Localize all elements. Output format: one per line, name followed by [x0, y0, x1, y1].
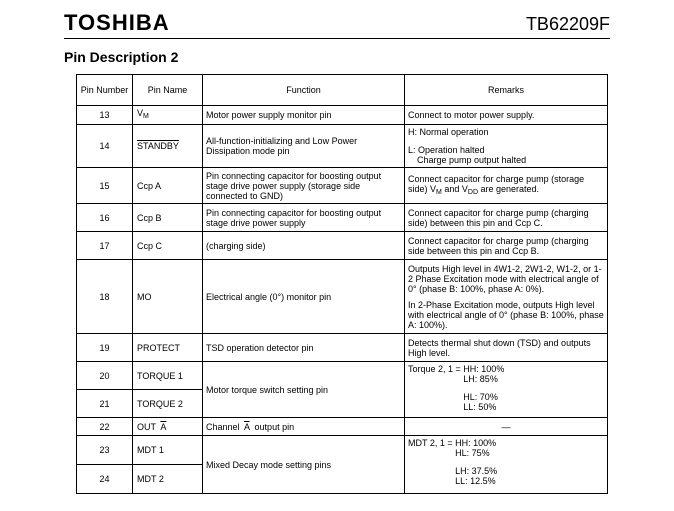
pin-number: 20: [77, 362, 133, 390]
pin-remarks: [405, 125, 608, 168]
remarks-value: LH: 37.5%: [455, 466, 498, 476]
pin-name-bar: $\overline{A}$: [160, 421, 167, 432]
table-row: [77, 106, 608, 125]
remarks-line: Charge pump output halted: [417, 155, 527, 165]
table-row: [77, 334, 608, 362]
header-remarks: Remarks: [405, 75, 608, 106]
pin-number: 21: [77, 390, 133, 418]
pin-name: TORQUE 1: [133, 362, 203, 390]
remarks-values: [455, 438, 497, 486]
pin-number: 13: [77, 106, 133, 125]
remarks-values: [463, 364, 504, 412]
pin-number: 19: [77, 334, 133, 362]
pin-function: Motor power supply monitor pin: [203, 106, 405, 125]
pin-function: TSD operation detector pin: [203, 334, 405, 362]
remarks-value: HL: 75%: [455, 448, 490, 458]
pin-number: 18: [77, 260, 133, 334]
pin-remarks: [405, 362, 608, 418]
remarks-text: and V: [441, 183, 468, 194]
pin-name: MDT 2: [133, 465, 203, 494]
pin-name: MO: [133, 260, 203, 334]
pin-number: 14: [77, 125, 133, 168]
remarks-text: Connect capacitor for charge pump (storage side) V: [408, 173, 585, 194]
pin-name: [133, 125, 203, 168]
pin-name: Ccp B: [133, 204, 203, 232]
remarks-line: H: Normal operation: [408, 127, 489, 137]
pin-function: All-function-initializing and Low Power Dissipation mode pin: [203, 125, 405, 168]
remarks-label: MDT 2, 1 =: [408, 438, 456, 448]
section-title: Pin Description 2: [64, 49, 179, 65]
function-text: output pin: [249, 421, 295, 432]
table-row: [77, 260, 608, 334]
remarks-line: In 2-Phase Excitation mode, outputs High level with electrical angle of 0° (phase B: 100%, phase A: 100%).: [408, 299, 604, 330]
pin-remarks: Connect capacitor for charge pump (charging side) between this pin and Ccp C.: [405, 204, 608, 232]
table-row: [77, 436, 608, 465]
pin-name: [133, 418, 203, 436]
pin-function: (charging side): [203, 232, 405, 260]
pin-remarks: [405, 168, 608, 204]
pin-number: 22: [77, 418, 133, 436]
pin-remarks: Connect capacitor for charge pump (charging side between this pin and Ccp B.: [405, 232, 608, 260]
pin-number: 16: [77, 204, 133, 232]
remarks-subscript: M: [436, 188, 442, 196]
pin-name-subscript: M: [143, 113, 149, 120]
pin-name-prefix: OUT: [137, 421, 161, 432]
remarks-value: HL: 70%: [463, 392, 498, 402]
pin-remarks: [405, 436, 608, 494]
header-divider: [64, 38, 610, 39]
pin-name: PROTECT: [133, 334, 203, 362]
pin-number: 15: [77, 168, 133, 204]
function-text: Channel: [206, 421, 245, 432]
pin-number: 24: [77, 465, 133, 494]
pin-remarks: Detects thermal shut down (TSD) and outputs High level.: [405, 334, 608, 362]
header-function: Function: [203, 75, 405, 106]
function-bar: $\overline{A}$: [244, 421, 250, 432]
part-number: TB62209F: [525, 14, 610, 34]
pin-number: 17: [77, 232, 133, 260]
pin-number: 23: [77, 436, 133, 465]
table-row: [77, 204, 608, 232]
pin-function: [203, 418, 405, 436]
table-header-row: [77, 75, 608, 106]
pin-name: Ccp A: [133, 168, 203, 204]
pin-name-main: V: [137, 108, 144, 118]
pin-name: MDT 1: [133, 436, 203, 465]
remarks-line: L: Operation halted: [408, 145, 485, 155]
pin-name-standby: STANDBY: [137, 141, 179, 151]
table-row: [77, 232, 608, 260]
remarks-value: LL: 12.5%: [455, 476, 496, 486]
pin-name: [133, 106, 203, 125]
table-row: [77, 362, 608, 390]
table-row: [77, 168, 608, 204]
remarks-value: HH: 100%: [463, 364, 505, 374]
header-pin-number: Pin Number: [77, 75, 133, 106]
remarks-subscript: DD: [467, 188, 479, 196]
pin-function: Motor torque switch setting pin: [203, 362, 405, 418]
pin-description-table: [76, 74, 608, 494]
remarks-text: are generated.: [478, 183, 540, 194]
pin-function: Pin connecting capacitor for boosting output stage drive power supply (storage side connected to GND): [203, 168, 405, 204]
pin-function: Electrical angle (0°) monitor pin: [203, 260, 405, 334]
pin-remarks: —: [405, 418, 608, 436]
pin-remarks: [405, 260, 608, 334]
pin-remarks: Connect to motor power supply.: [405, 106, 608, 125]
remarks-value: HH: 100%: [455, 438, 497, 448]
remarks-line: Outputs High level in 4W1-2, 2W1-2, W1-2, or 1-2 Phase Excitation mode with electrical angle of 0° (phase B: 100%, phase A: 0%).: [408, 263, 602, 294]
pin-function: Mixed Decay mode setting pins: [203, 436, 405, 494]
remarks-value: LL: 50%: [463, 402, 497, 412]
pin-name: TORQUE 2: [133, 390, 203, 418]
pin-function: Pin connecting capacitor for boosting output stage drive power supply: [203, 204, 405, 232]
toshiba-logo: TOSHIBA: [64, 10, 170, 35]
header-pin-name: Pin Name: [133, 75, 203, 106]
table-row: [77, 125, 608, 168]
table-row: [77, 418, 608, 436]
pin-name: Ccp C: [133, 232, 203, 260]
remarks-label: Torque 2, 1 =: [408, 364, 464, 374]
remarks-value: LH: 85%: [463, 374, 498, 384]
